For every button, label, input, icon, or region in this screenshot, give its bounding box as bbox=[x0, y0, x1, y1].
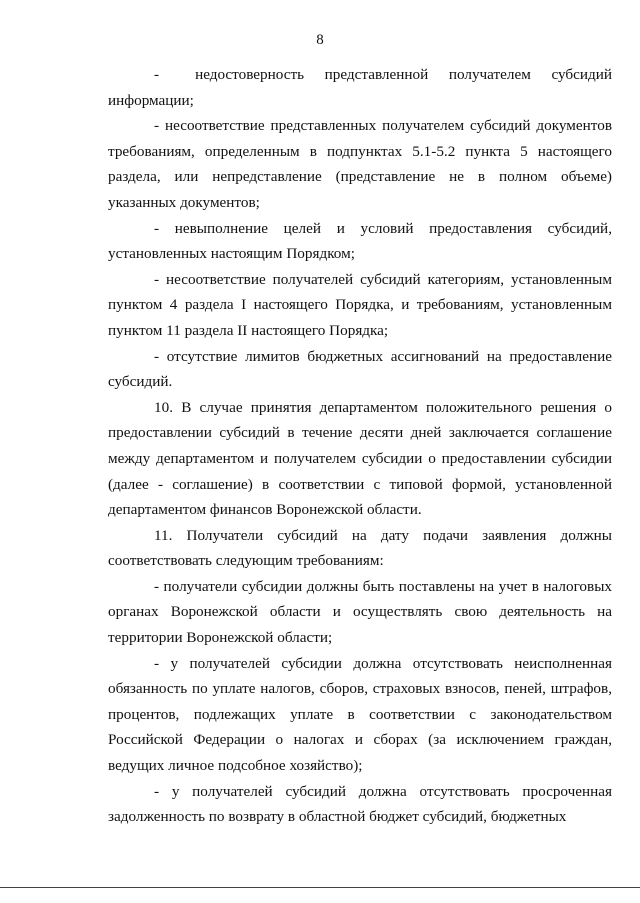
paragraph-item-11: 11. Получатели субсидий на дату подачи заявления должны соответствовать следующим требованиям: bbox=[108, 526, 612, 570]
paragraph-category-mismatch: - несоответствие получателей субсидий категориям, установленным пунктом 4 раздела I настоящего Порядка, и требованиям, установленным пунктом 11 раздела II настоящего Порядка; bbox=[108, 270, 612, 339]
list-dash: - bbox=[154, 66, 160, 83]
paragraph-documents-mismatch: - несоответствие представленных получателем субсидий документов требованиям, определенным в подпунктах 5.1-5.2 пункта 5 настоящего раздела, или непредставление (представление не в полном объеме) указанных документов; bbox=[108, 117, 612, 211]
paragraph-no-budget-limits: - отсутствие лимитов бюджетных ассигнований на предоставление субсидий. bbox=[108, 347, 612, 391]
document-body bbox=[108, 62, 612, 830]
paragraph-goals-not-met: - невыполнение целей и условий предоставления субсидий, установленных настоящим Порядком; bbox=[108, 219, 612, 263]
paragraph-item-10: 10. В случае принятия департаментом положительного решения о предоставлении субсидий в течение десяти дней заключается соглашение между департаментом и получателем субсидии о предоставлении субсидии (далее - соглашение) в соответствии с типовой формой, установленной департаментом финансов Воронежской области. bbox=[108, 398, 612, 519]
paragraph-no-overdue-debt: - у получателей субсидий должна отсутствовать просроченная задолженность по возврату в областной бюджет субсидий, бюджетных bbox=[108, 782, 612, 826]
paragraph-text: недостоверность представленной получателем субсидий информации; bbox=[108, 66, 612, 109]
paragraph-inaccurate-information bbox=[108, 62, 612, 113]
paragraph-tax-registration: - получатели субсидии должны быть поставлены на учет в налоговых органах Воронежской области и осуществлять свою деятельность на территории Воронежской области; bbox=[108, 577, 612, 647]
page-number: 8 bbox=[316, 32, 324, 48]
paragraph-no-tax-debt: - у получателей субсидии должна отсутствовать неисполненная обязанность по уплате налогов, сборов, страховых взносов, пеней, штрафов, процентов, подлежащих уплате в соответствии с законодательством Российской Федерации о налогах и сборах (за исключением граждан, ведущих личное подсобное хозяйство); bbox=[108, 654, 612, 775]
page-bottom-rule bbox=[0, 887, 640, 888]
